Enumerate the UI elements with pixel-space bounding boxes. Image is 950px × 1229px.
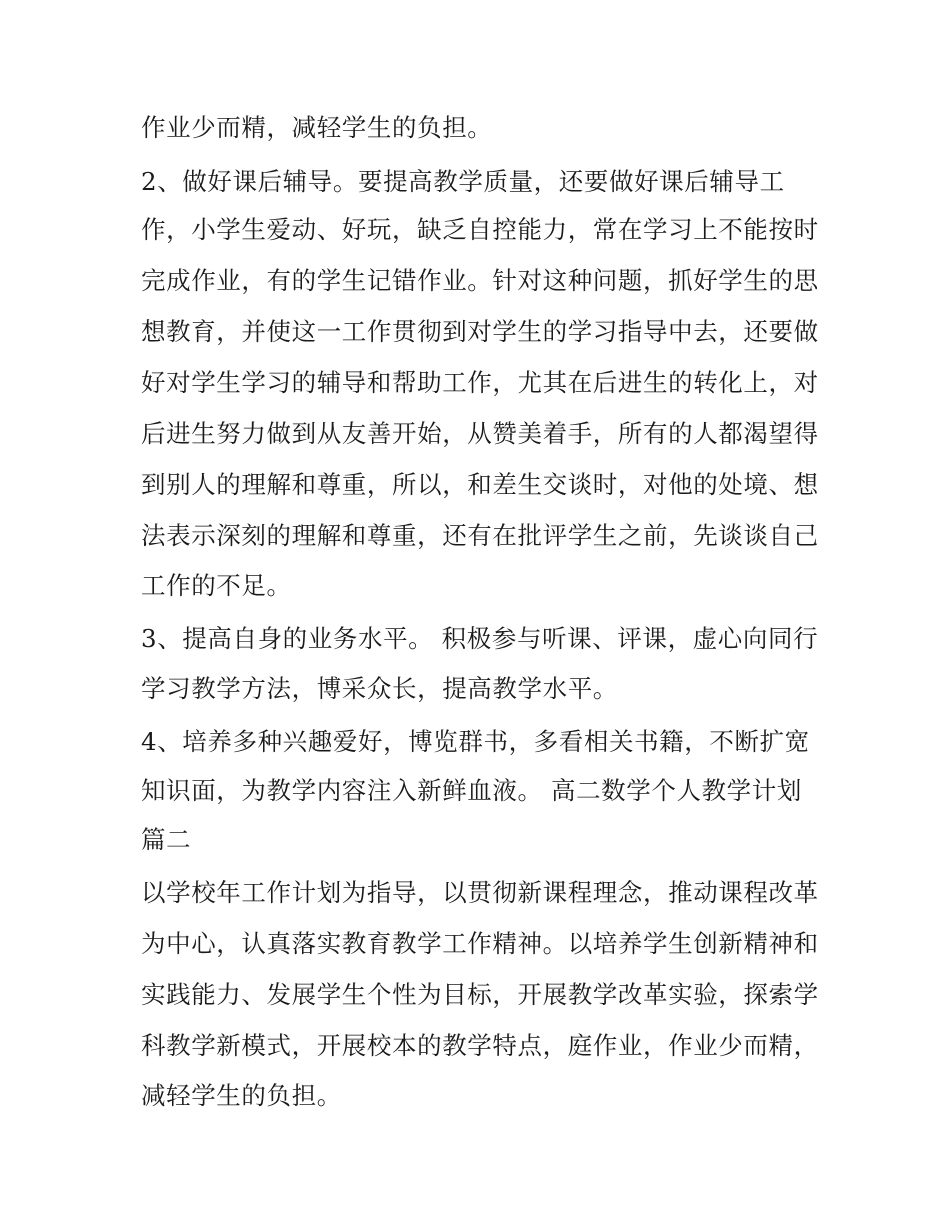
text-line: 减轻学生的负担。	[141, 1081, 342, 1110]
text-line: 知识面，为教学内容注入新鲜血液。 高二数学个人教学计划	[141, 776, 802, 805]
text-line: 科教学新模式，开展校本的教学特点，庭作业，作业少而精，	[141, 1031, 819, 1060]
text-line: 3、提高自身的业务水平。 积极参与听课、评课，虚心向同行	[141, 624, 819, 653]
text-line: 工作的不足。	[141, 571, 292, 600]
text-line: 实践能力、发展学生个性为目标，开展教学改革实验，探索学	[141, 980, 819, 1009]
text-line: 好对学生学习的辅导和帮助工作，尤其在后进生的转化上，对	[141, 368, 819, 397]
text-line: 篇二	[141, 825, 192, 854]
text-line: 到别人的理解和尊重，所以，和差生交谈时，对他的处境、想	[141, 470, 819, 499]
text-line: 4、培养多种兴趣爱好，博览群书，多看相关书籍，不断扩宽	[141, 727, 810, 756]
text-line: 作，小学生爱动、好玩，缺乏自控能力，常在学习上不能按时	[141, 215, 819, 244]
text-line: 为中心，认真落实教育教学工作精神。以培养学生创新精神和	[141, 929, 819, 958]
text-line: 作业少而精，减轻学生的负担。	[141, 113, 493, 142]
text-line: 完成作业，有的学生记错作业。针对这种问题，抓好学生的思	[141, 266, 819, 295]
text-line: 后进生努力做到从友善开始，从赞美着手，所有的人都渴望得	[141, 419, 819, 448]
text-line: 以学校年工作计划为指导，以贯彻新课程理念，推动课程改革	[141, 878, 819, 907]
text-line: 想教育，并使这一工作贯彻到对学生的学习指导中去，还要做	[141, 317, 819, 346]
text-line: 2、做好课后辅导。要提高教学质量，还要做好课后辅导工	[141, 167, 785, 196]
text-line: 法表示深刻的理解和尊重，还有在批评学生之前，先谈谈自己	[141, 521, 819, 550]
text-line: 学习教学方法，博采众长，提高教学水平。	[141, 674, 618, 703]
